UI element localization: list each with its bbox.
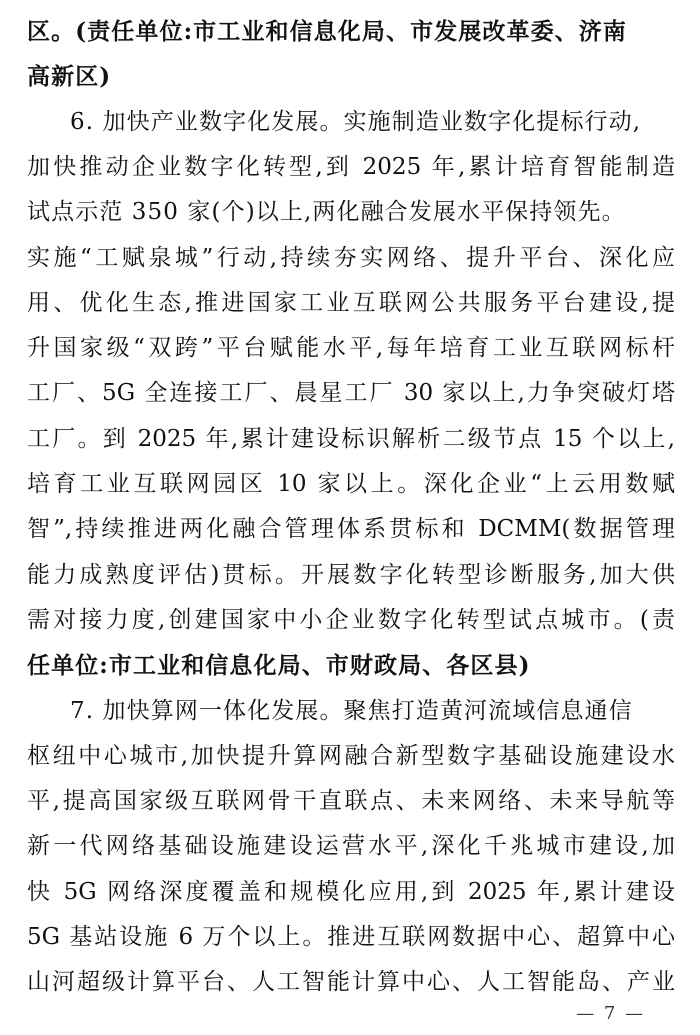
text-line: 区。(责任单位:市工业和信息化局、市发展改革委、济南 bbox=[27, 18, 627, 45]
text-line: 能力成熟度评估)贯标。开展数字化转型诊断服务,加大供 bbox=[27, 562, 675, 588]
text-line: 高新区) bbox=[27, 63, 112, 90]
text-line: 工厂。到 2025 年,累计建设标识解析二级节点 15 个以上, bbox=[27, 426, 675, 452]
text-line: 枢纽中心城市,加快提升算网融合新型数字基础设施建设水 bbox=[27, 743, 675, 769]
text-line: 需对接力度,创建国家中小企业数字化转型试点城市。(责 bbox=[27, 607, 675, 633]
text-line: 工厂、5G 全连接工厂、晨星工厂 30 家以上,力争突破灯塔 bbox=[27, 380, 675, 406]
text-line: 用、优化生态,推进国家工业互联网公共服务平台建设,提 bbox=[27, 290, 675, 316]
text-line: 加快推动企业数字化转型,到 2025 年,累计培育智能制造 bbox=[27, 154, 675, 180]
text-line: 试点示范 350 家(个)以上,两化融合发展水平保持领先。 bbox=[27, 199, 626, 225]
text-line: 升国家级“双跨”平台赋能水平,每年培育工业互联网标杆 bbox=[27, 335, 675, 361]
text-line: 山河超级计算平台、人工智能计算中心、人工智能岛、产业 bbox=[27, 969, 675, 995]
text-line: 智”,持续推进两化融合管理体系贯标和 DCMM(数据管理 bbox=[27, 516, 675, 542]
text-line: 快 5G 网络深度覆盖和规模化应用,到 2025 年,累计建设 bbox=[27, 879, 675, 905]
text-line: 平,提高国家级互联网骨干直联点、未来网络、未来导航等 bbox=[27, 788, 675, 814]
text-line: 5G 基站设施 6 万个以上。推进互联网数据中心、超算中心 bbox=[27, 924, 675, 950]
text-line: 培育工业互联网园区 10 家以上。深化企业“上云用数赋 bbox=[27, 471, 675, 497]
text-line: 7. 加快算网一体化发展。聚焦打造黄河流域信息通信 bbox=[70, 698, 633, 724]
text-line: 6. 加快产业数字化发展。实施制造业数字化提标行动, bbox=[70, 109, 642, 135]
page-number: — 7 — bbox=[576, 1003, 645, 1024]
text-line: 任单位:市工业和信息化局、市财政局、各区县) bbox=[27, 652, 531, 679]
text-line: 实施“工赋泉城”行动,持续夯实网络、提升平台、深化应 bbox=[27, 245, 675, 271]
text-line: 新一代网络基础设施建设运营水平,深化千兆城市建设,加 bbox=[27, 833, 675, 859]
